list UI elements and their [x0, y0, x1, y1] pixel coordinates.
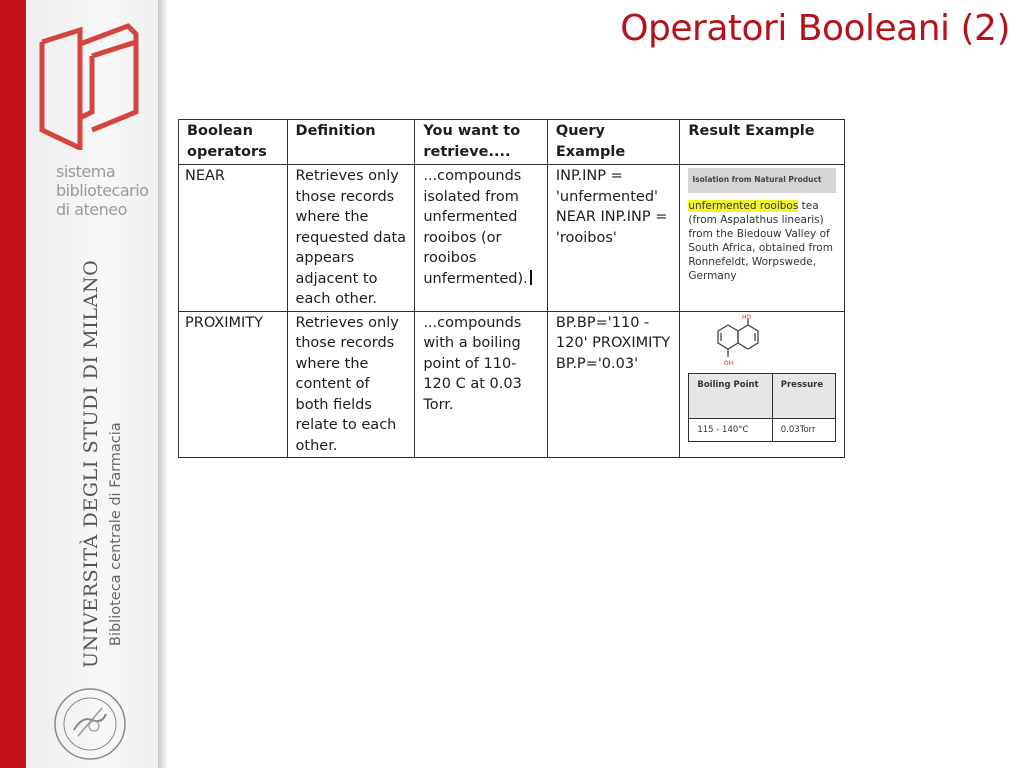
boiling-point-table [688, 373, 836, 443]
bp-value: 0.03Torr [772, 418, 835, 442]
retrieve-text: ...compounds isolated from unfermented rooibos (or rooibos unfermented). [423, 168, 528, 287]
sidebar-shadow [158, 0, 168, 768]
bp-header-row [689, 373, 836, 418]
column-header: Query Example [547, 120, 679, 165]
bp-column-header: Pressure [772, 373, 835, 418]
result-cell [680, 165, 845, 312]
operator-cell: NEAR [179, 165, 288, 312]
column-header: Boolean operators [179, 120, 288, 165]
result-text [688, 199, 836, 283]
sistema-bibliotecario-logo [36, 20, 146, 150]
operator-cell: PROXIMITY [179, 311, 288, 458]
bp-value-row [689, 418, 836, 442]
sidebar-red-bar [0, 0, 26, 768]
system-name [56, 162, 156, 219]
table-row [179, 165, 845, 312]
table-row [179, 311, 845, 458]
boolean-operators-table [178, 119, 845, 458]
table-header-row [179, 120, 845, 165]
system-name-line: di ateneo [56, 200, 127, 219]
library-name: Biblioteca centrale di Farmacia [108, 422, 124, 646]
highlighted-term: unfermented rooibos [688, 199, 799, 212]
definition-cell: Retrieves only those records where the content of both fields relate to each other. [287, 311, 415, 458]
retrieve-cell [415, 165, 548, 312]
result-heading: Isolation from Natural Product [688, 168, 836, 193]
column-header: Definition [287, 120, 415, 165]
query-cell: INP.INP = 'unfermented' NEAR INP.INP = 'rooibos' [547, 165, 679, 312]
query-cell: BP.BP='110 - 120' PROXIMITY BP.P='0.03' [547, 311, 679, 458]
column-header: You want to retrieve.... [415, 120, 548, 165]
retrieve-cell: ...compounds with a boiling point of 110-120 C at 0.03 Torr. [415, 311, 548, 458]
bp-column-header: Boiling Point [689, 373, 772, 418]
slide-title: Operatori Booleani (2) [620, 8, 1010, 49]
result-description: tea (from Aspalathus linearis) from the Biedouw Valley of South Africa, obtained from Ronnefeldt, Worpswede, Germany [688, 199, 833, 282]
university-seal-icon [52, 686, 128, 762]
column-header: Result Example [680, 120, 845, 165]
system-name-line: sistema [56, 162, 116, 181]
bp-value: 115 - 140°C [689, 418, 772, 442]
text-cursor [530, 270, 532, 285]
system-name-line: bibliotecario [56, 181, 149, 200]
mol-label-oh: OH [724, 359, 734, 367]
mol-label-ho: HO [742, 313, 752, 321]
biphenyl-structure-icon [698, 313, 778, 369]
definition-cell: Retrieves only those records where the requested data appears adjacent to each other. [287, 165, 415, 312]
result-cell [680, 311, 845, 458]
university-name: UNIVERSITÀ DEGLI STUDI DI MILANO [80, 259, 102, 668]
